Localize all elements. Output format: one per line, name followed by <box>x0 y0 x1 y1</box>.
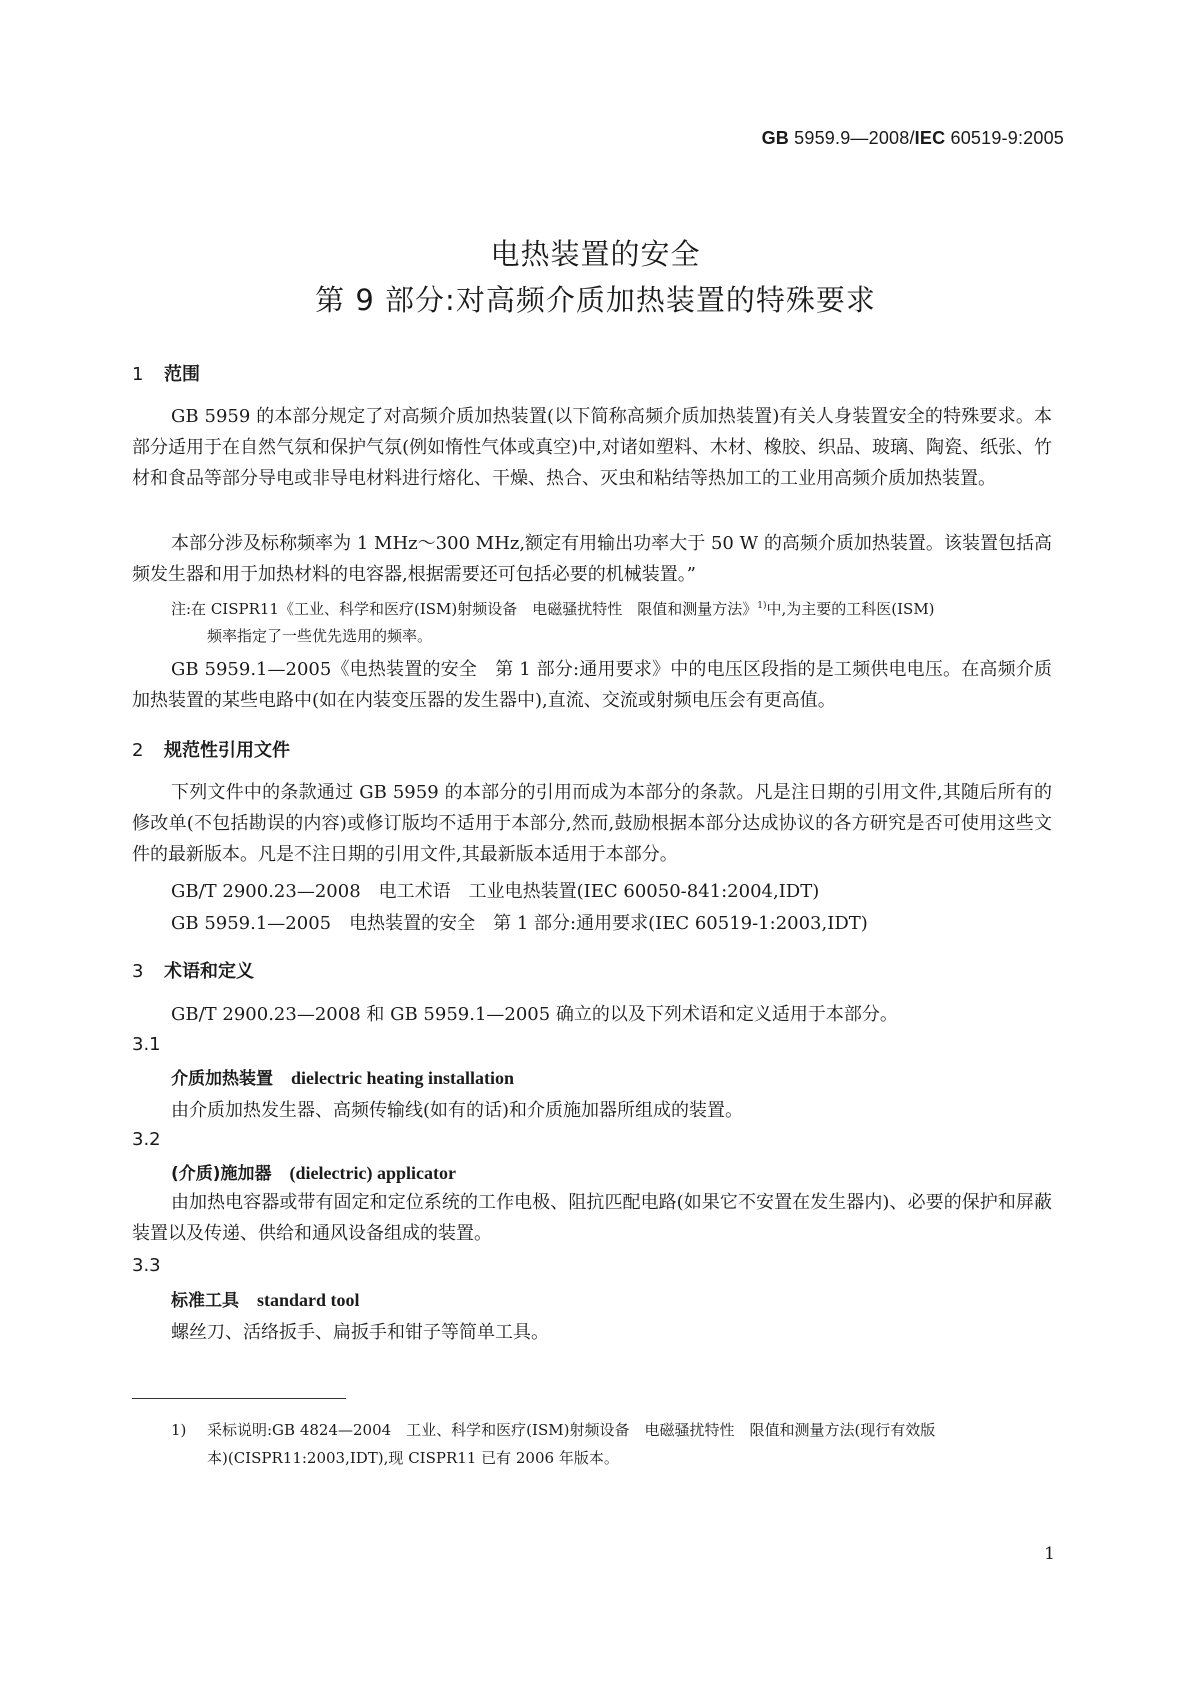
document-subtitle: 第 9 部分:对高频介质加热装置的特殊要求 <box>315 283 876 317</box>
term-definition: 螺丝刀、活络扳手、扁扳手和钳子等简单工具。 <box>171 1322 549 1343</box>
section-title: 范围 <box>164 364 200 385</box>
term-number: 3.3 <box>132 1255 161 1276</box>
term-heading <box>171 1286 360 1311</box>
page-number: 1 <box>1044 1544 1055 1564</box>
term-heading <box>171 1159 456 1184</box>
footnote-ref: 1) <box>757 601 767 611</box>
term-number: 3.2 <box>132 1129 161 1150</box>
references-paragraph: 下列文件中的条款通过 GB 5959 的本部分的引用而成为本部分的条款。凡是注日期的引用文件,其随后所有的修改单(不包括勘误的内容)或修订版均不适用于本部分,然而,鼓励根据本部分达成协议的各方研究是否可使用这些文件的最新版本。凡是不注日期的引用文件,其最新版本适用于本部分。 <box>132 782 1052 865</box>
standard-code-iec: IEC <box>914 128 946 148</box>
term-zh: 标准工具 <box>171 1291 239 1311</box>
reference-item: GB 5959.1—2005 电热装置的安全 第 1 部分:通用要求(IEC 60519-1:2003,IDT) <box>171 913 868 934</box>
section-heading-normative-references <box>132 736 290 762</box>
standard-code <box>762 128 1064 149</box>
term-zh: 介质加热装置 <box>171 1069 273 1089</box>
scope-paragraph-3: GB 5959.1—2005《电热装置的安全 第 1 部分:通用要求》中的电压区段指的是工频供电电压。在高频介质加热装置的某些电路中(如在内装变压器的发生器中),直流、交流或射频电压会有更高值。 <box>132 659 1052 711</box>
term-en: standard tool <box>257 1290 360 1310</box>
term-zh: (介质)施加器 <box>171 1164 272 1184</box>
document-title: 电热装置的安全 <box>490 237 701 271</box>
term-heading <box>171 1064 514 1089</box>
reference-item: GB/T 2900.23—2008 电工术语 工业电热装置(IEC 60050-841:2004,IDT) <box>171 881 820 902</box>
footnote-mark: 1) <box>171 1421 187 1439</box>
footnote <box>171 1416 1053 1472</box>
note-text-continued: 频率指定了一些优先选用的频率。 <box>207 627 433 645</box>
term-number: 3.1 <box>132 1034 161 1055</box>
footnote-divider <box>132 1398 346 1399</box>
note-text: 注:在 CISPR11《工业、科学和医疗(ISM)射频设备 电磁骚扰特性 限值和测量方法》 <box>171 600 758 618</box>
term-en: dielectric heating installation <box>291 1068 514 1088</box>
section-number: 2 <box>132 740 144 761</box>
standard-code-number: 5959.9—2008/ <box>788 128 915 148</box>
scope-paragraph-2: 本部分涉及标称频率为 1 MHz～300 MHz,额定有用输出功率大于 50 W 的高频介质加热装置。该装置包括高频发生器和用于加热材料的电容器,根据需要还可包括必要的机械装置。” <box>132 533 1052 585</box>
section-title: 规范性引用文件 <box>164 740 290 761</box>
term-definition: 由加热电容器或带有固定和定位系统的工作电极、阻抗匹配电路(如果它不安置在发生器内)、必要的保护和屏蔽装置以及传递、供给和通风设备组成的装置。 <box>132 1192 1052 1244</box>
footnote-text-continued: 本)(CISPR11:2003,IDT),现 CISPR11 已有 2006 年版本。 <box>207 1449 619 1467</box>
section-heading-scope <box>132 360 200 386</box>
standard-code-iec-number: 60519-9:2005 <box>945 128 1064 148</box>
term-en: (dielectric) applicator <box>289 1163 456 1183</box>
note-text-end: 中,为主要的工科医(ISM) <box>766 600 935 618</box>
section-number: 3 <box>132 961 144 982</box>
scope-paragraph-1: GB 5959 的本部分规定了对高频介质加热装置(以下简称高频介质加热装置)有关人身装置安全的特殊要求。本部分适用于在自然气氛和保护气氛(例如惰性气体或真空)中,对诸如塑料、木材、橡胶、织品、玻璃、陶瓷、纸张、竹材和食品等部分导电或非导电材料进行熔化、干燥、热合、灭虫和粘结等热加工的工业用高频介质加热装置。 <box>132 406 1052 489</box>
section-title: 术语和定义 <box>164 961 254 982</box>
term-definition: 由介质加热发生器、高频传输线(如有的话)和介质施加器所组成的装置。 <box>171 1100 744 1121</box>
terms-intro: GB/T 2900.23—2008 和 GB 5959.1—2005 确立的以及下列术语和定义适用于本部分。 <box>171 1004 898 1025</box>
standard-code-gb: GB <box>761 128 789 148</box>
section-number: 1 <box>132 364 144 385</box>
section-heading-terms <box>132 957 254 983</box>
footnote-text: 采标说明:GB 4824—2004 工业、科学和医疗(ISM)射频设备 电磁骚扰特性 限值和测量方法(现行有效版 <box>207 1421 936 1439</box>
scope-note <box>171 593 1053 650</box>
